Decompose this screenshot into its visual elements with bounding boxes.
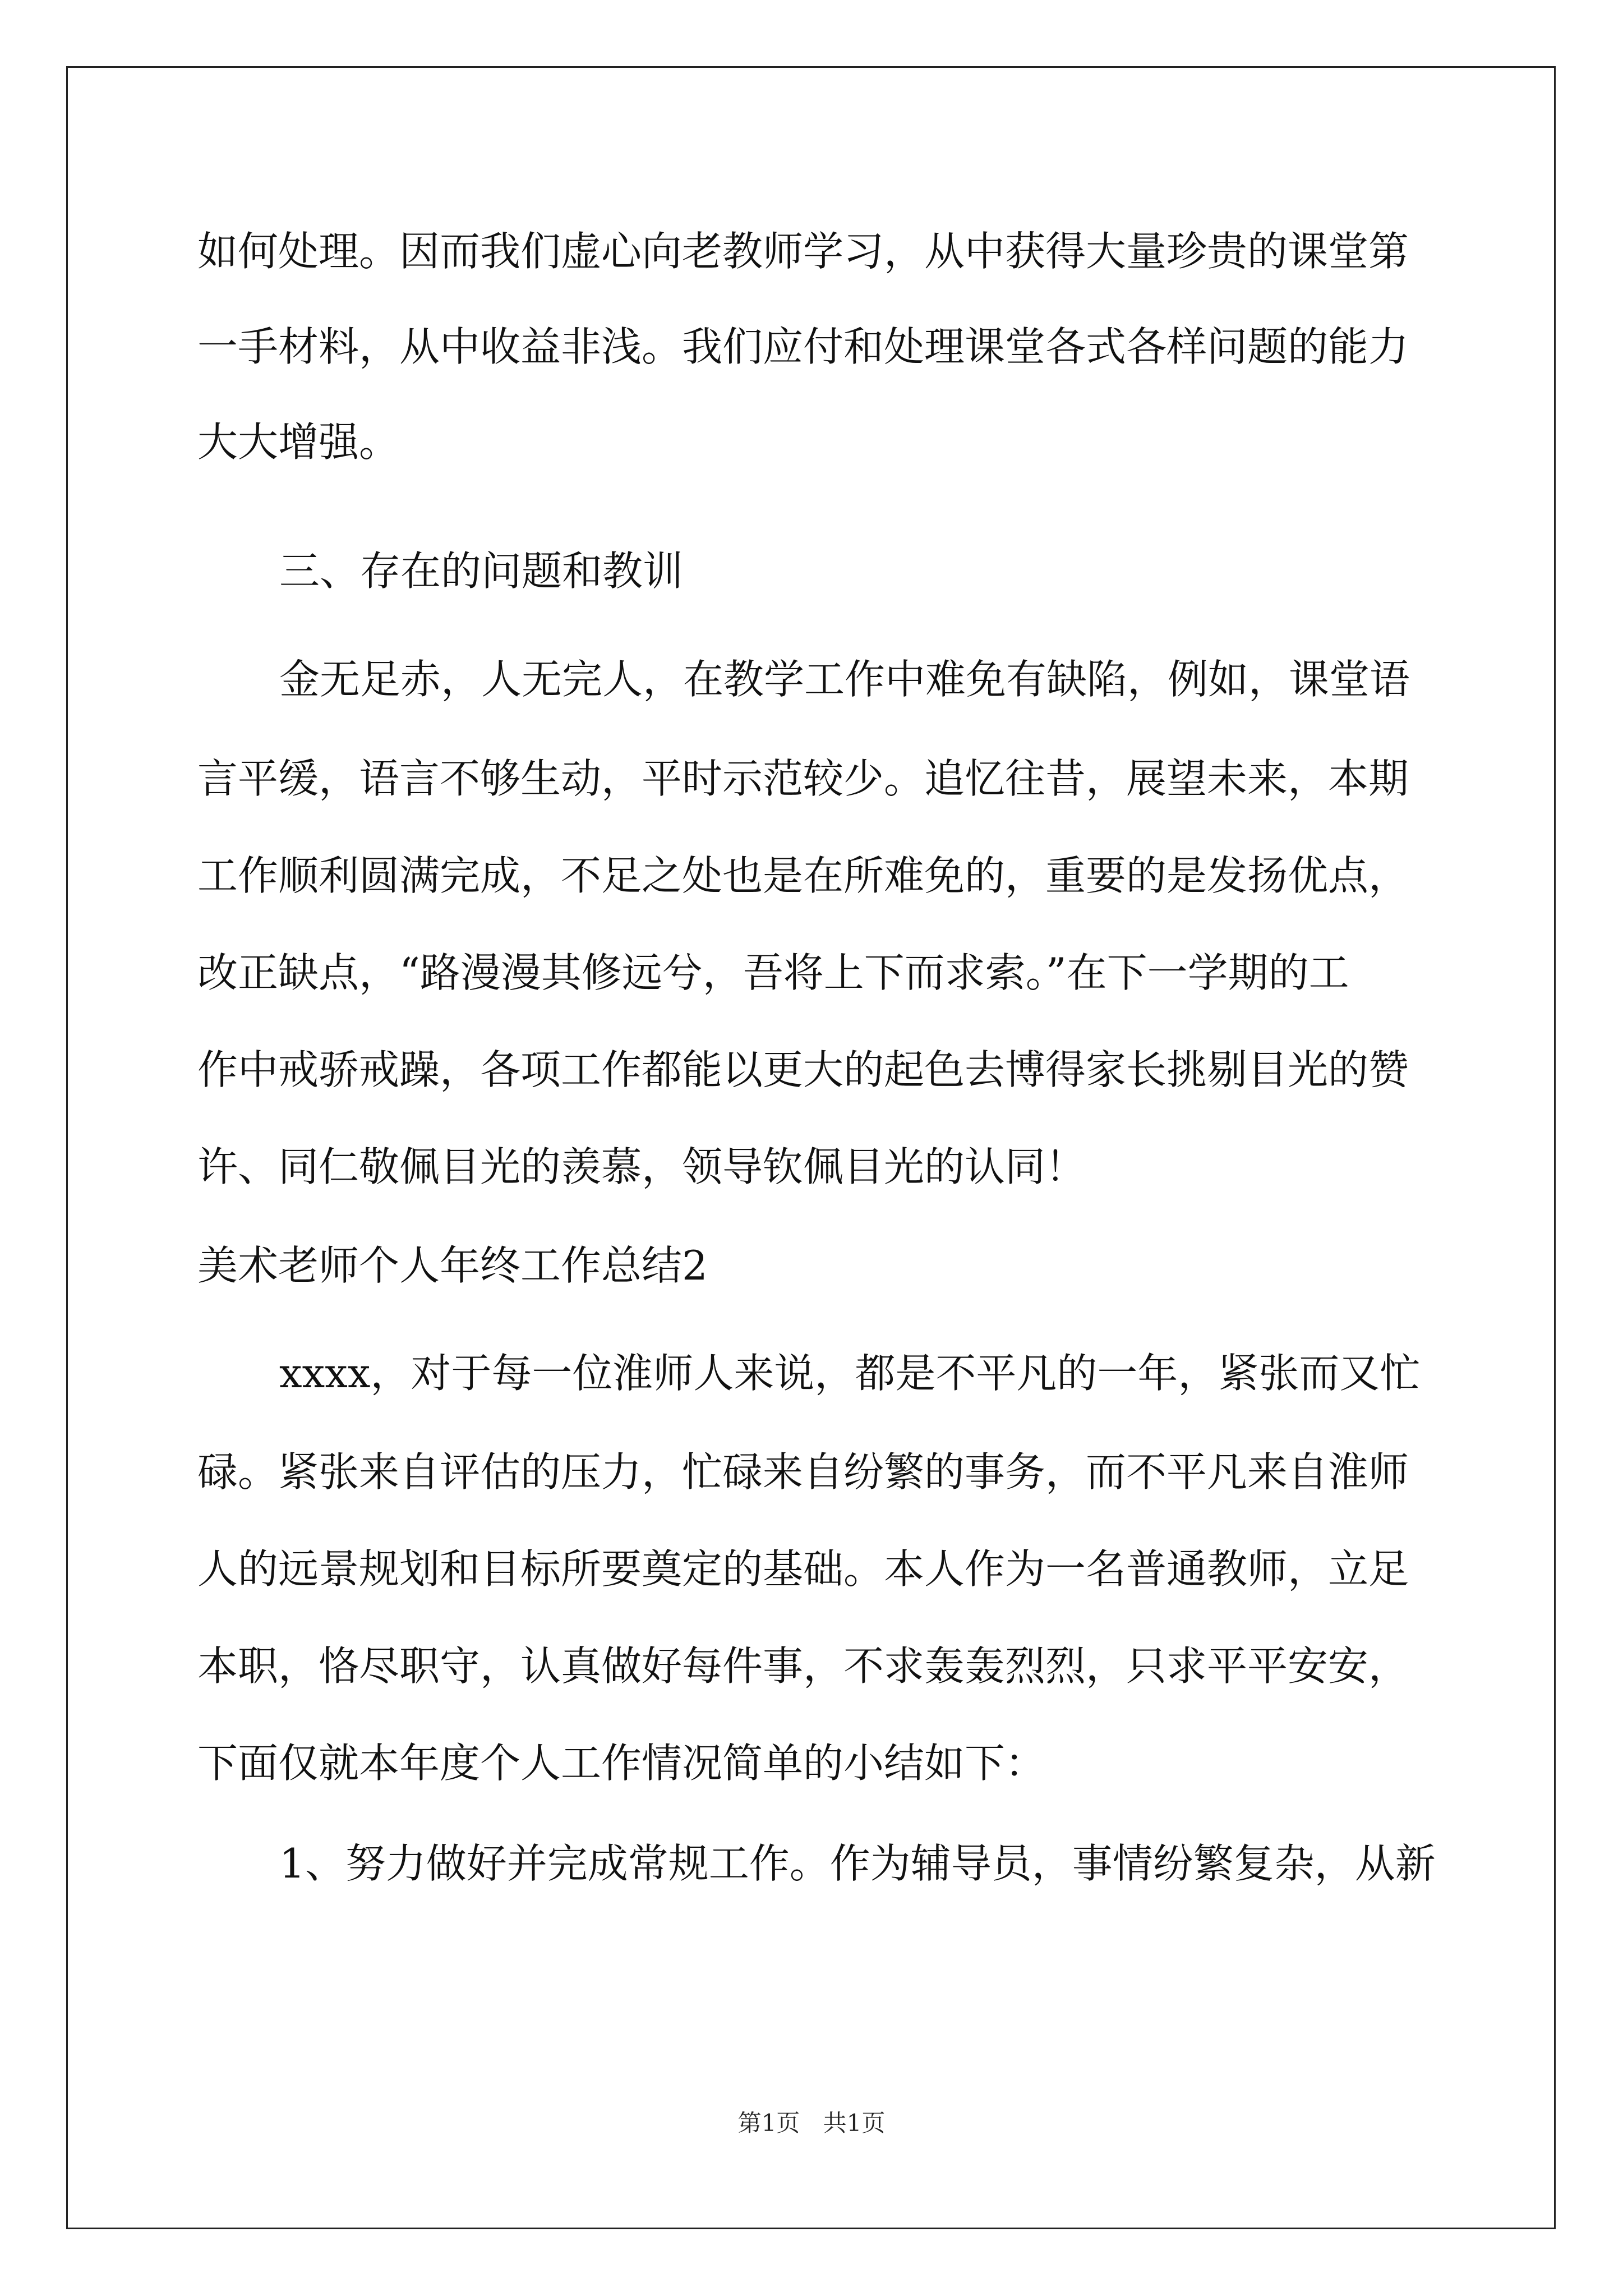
paragraph-line: 人的远景规划和目标所要奠定的基础。本人作为一名普通教师，立足 xyxy=(197,1545,1409,1593)
paragraph-line: 1、努力做好并完成常规工作。作为辅导员，事情纷繁复杂，从新 xyxy=(279,1840,1436,1887)
paragraph-line: 一手材料，从中收益非浅。我们应付和处理课堂各式各样问题的能力 xyxy=(197,323,1409,370)
paragraph-line: 工作顺利圆满完成，不足之处也是在所难免的，重要的是发扬优点， xyxy=(197,852,1409,899)
paragraph-line: 许、同仁敬佩目光的羡慕，领导钦佩目光的认同！ xyxy=(197,1143,1086,1190)
paragraph-line: 改正缺点，“路漫漫其修远兮，吾将上下而求索。”在下一学期的工 xyxy=(197,949,1349,996)
paragraph-line: 金无足赤，人无完人，在教学工作中难免有缺陷，例如，课堂语 xyxy=(279,656,1410,703)
paragraph-line: 如何处理。因而我们虚心向老教师学习，从中获得大量珍贵的课堂第 xyxy=(197,228,1409,275)
paragraph-line: 碌。紧张来自评估的压力，忙碌来自纷繁的事务，而不平凡来自淮师 xyxy=(197,1448,1409,1496)
section-heading: 三、存在的问题和教训 xyxy=(279,547,684,595)
paragraph-line: xxxx，对于每一位淮师人来说，都是不平凡的一年，紧张而又忙 xyxy=(279,1350,1421,1397)
paragraph-line: 本职，恪尽职守，认真做好每件事，不求轰轰烈烈，只求平平安安， xyxy=(197,1642,1409,1690)
page-footer xyxy=(0,2105,1623,2138)
document-title: 美术老师个人年终工作总结2 xyxy=(197,1242,708,1289)
page-number: 第1页 xyxy=(737,2109,800,2137)
paragraph-line: 言平缓，语言不够生动，平时示范较少。追忆往昔，展望未来，本期 xyxy=(197,755,1409,802)
paragraph-line: 下面仅就本年度个人工作情况简单的小结如下： xyxy=(197,1740,1046,1787)
page-total: 共1页 xyxy=(823,2109,886,2137)
paragraph-line: 大大增强。 xyxy=(197,418,400,466)
paragraph-line: 作中戒骄戒躁，各项工作都能以更大的起色去博得家长挑剔目光的赞 xyxy=(197,1046,1409,1093)
